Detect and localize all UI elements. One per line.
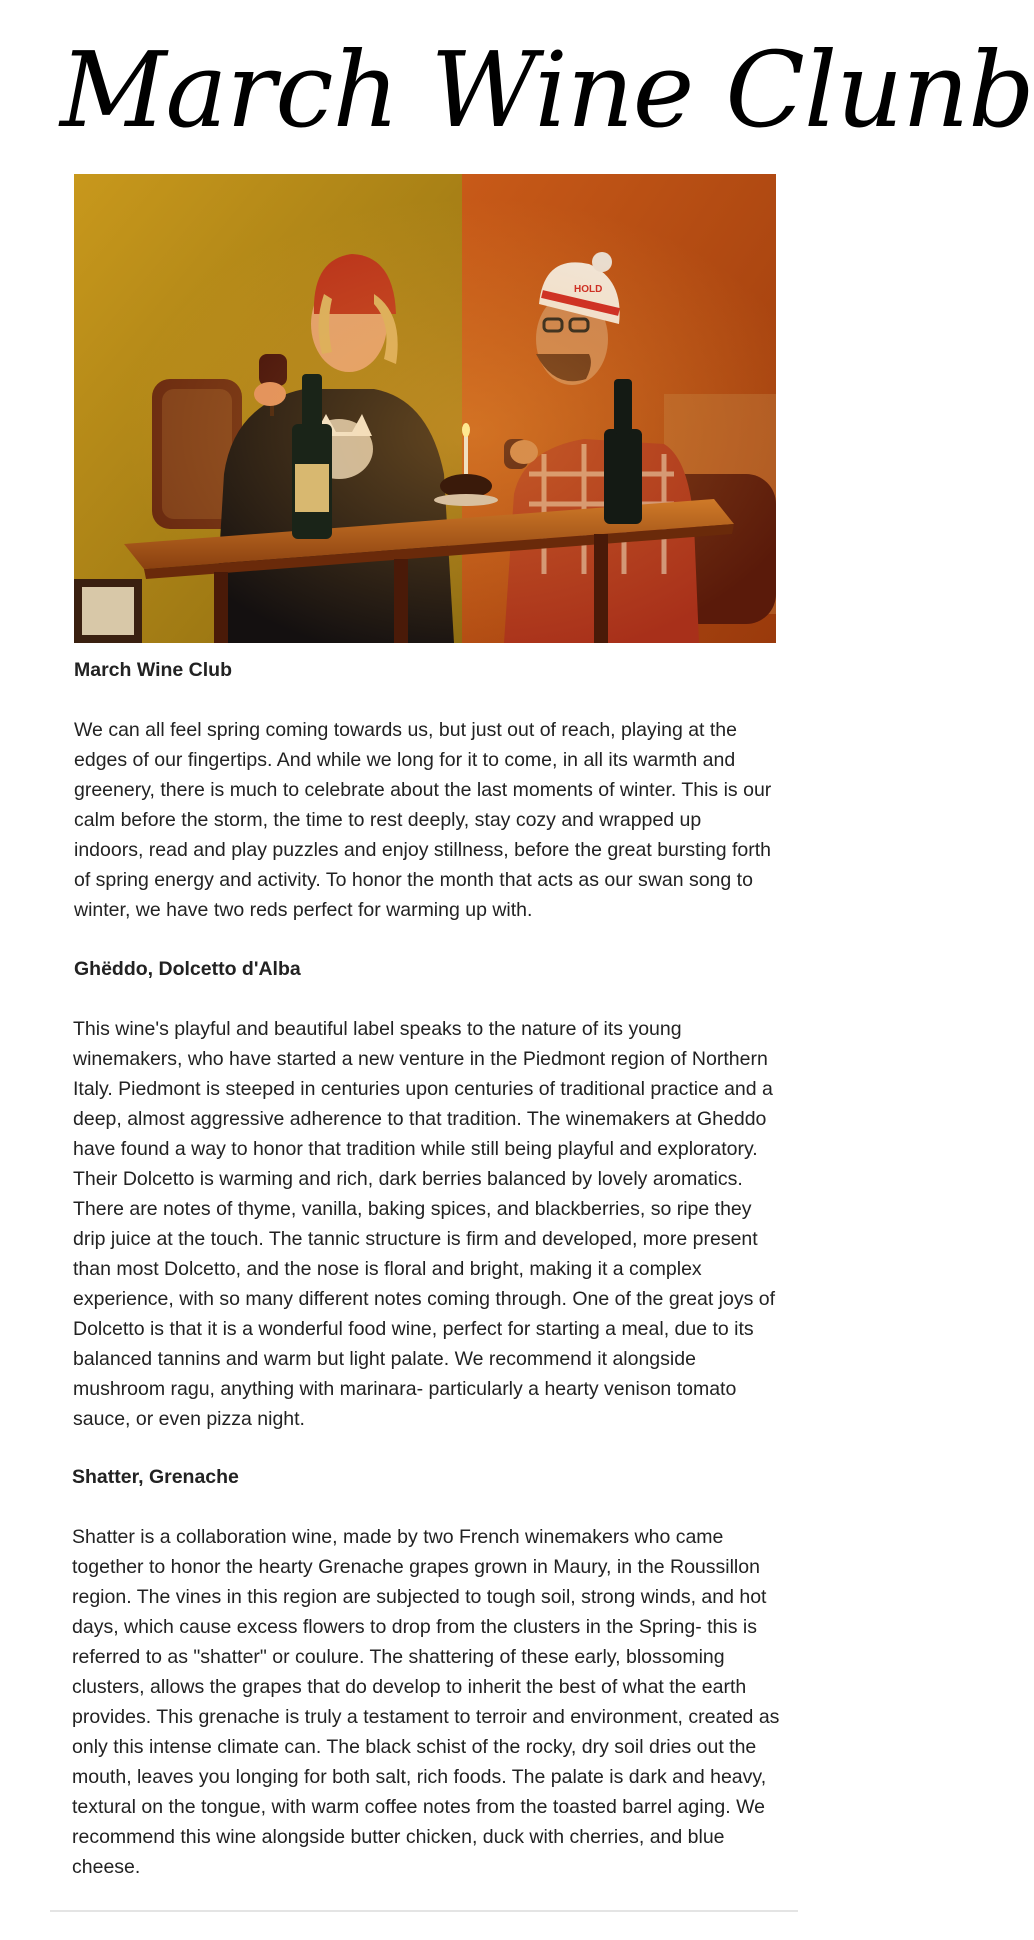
wine2-heading: Shatter, Grenache: [72, 1466, 239, 1488]
wine1-paragraph: This wine's playful and beautiful label speaks to the nature of its young winemakers, who have started a new venture in the Piedmont region of Northern Italy. Piedmont is steeped in centuries upon centuries of traditional practice and a deep, almost aggressive adherence to that tradition. The winemakers at Gheddo have found a way to honor that tradition while still being playful and exploratory. Their Dolcetto is warming and rich, dark berries balanced by lovely aromatics. There are notes of thyme, vanilla, baking spices, and blackberries, so ripe they drip juice at the touch. The tannic structure is firm and developed, more present than most Dolcetto, and the nose is floral and bright, making it a complex experience, with so many different notes coming through. One of the great joys of Dolcetto is that it is a wonderful food wine, perfect for starting a meal, due to its balanced tannins and warm but light palate. We recommend it alongside mushroom ragu, anything with marinara- particularly a hearty venison tomato sauce, or even pizza night.: [73, 1018, 776, 1430]
page-title: March Wine Clunb: [60, 29, 1034, 151]
hero-photo: [74, 174, 776, 643]
intro-heading: March Wine Club: [74, 659, 232, 681]
intro-paragraph: We can all feel spring coming towards us, but just out of reach, playing at the edges of our fingertips. And while we long for it to come, in all its warmth and greenery, there is much to celebrate about the last moments of winter. This is our calm before the storm, the time to rest deeply, stay cozy and wrapped up indoors, read and play puzzles and enjoy stillness, before the great bursting forth of spring energy and activity. To honor the month that acts as our swan song to winter, we have two reds perfect for warming up with.: [74, 719, 772, 921]
footer-divider: [50, 1910, 798, 1912]
wine1-heading: Ghëddo, Dolcetto d'Alba: [74, 958, 301, 980]
wine2-paragraph: Shatter is a collaboration wine, made by two French winemakers who came together to honor the hearty Grenache grapes grown in Maury, in the Roussillon region. The vines in this region are subjected to tough soil, strong winds, and hot days, which cause excess flowers to drop from the clusters in the Spring- this is referred to as "shatter" or coulure. The shattering of these early, blossoming clusters, allows the grapes that do develop to inherit the best of what the earth provides. This grenache is truly a testament to terroir and environment, created as only this intense climate can. The black schist of the rocky, dry soil dries out the mouth, leaves you longing for both salt, rich foods. The palate is dark and heavy, textural on the tongue, with warm coffee notes from the toasted barrel aging. We recommend this wine alongside butter chicken, duck with cherries, and blue cheese.: [72, 1526, 780, 1878]
